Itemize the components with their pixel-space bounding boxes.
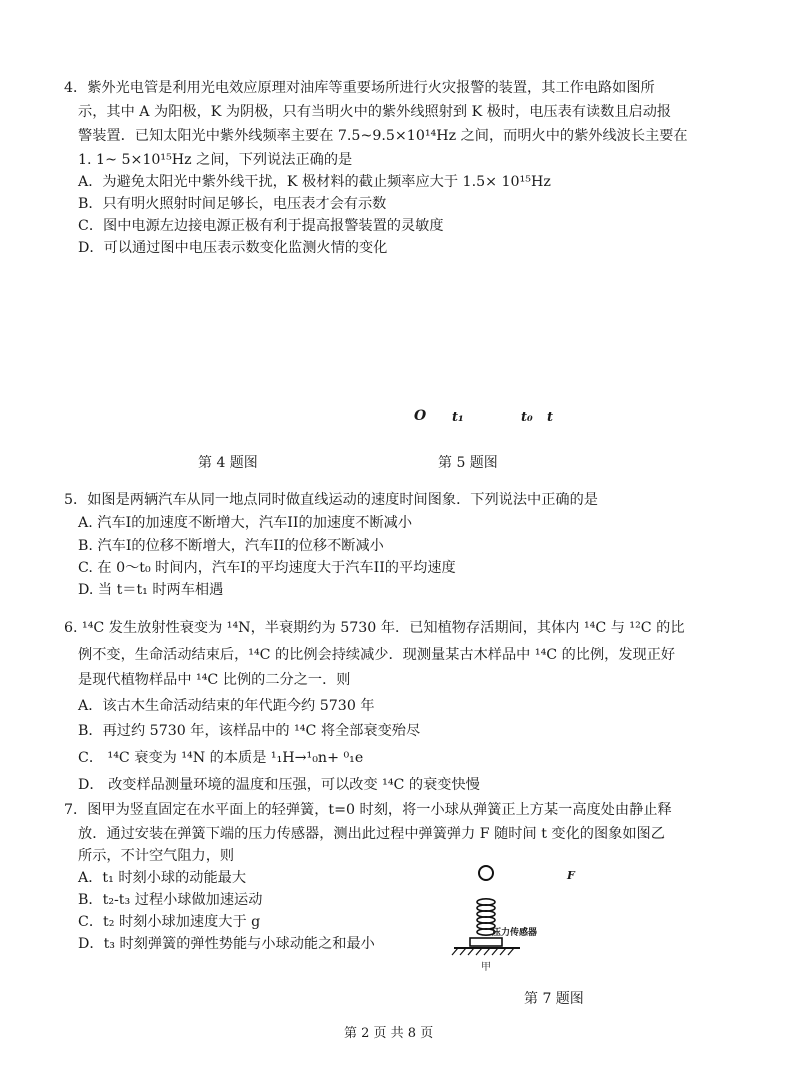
q6-option-c: C． ¹⁴C 衰变为 ¹⁴N 的本质是 ¹₁H→¹₀n+ ⁰₁e xyxy=(78,750,364,766)
q4-stem-line-4: 1. 1~ 5×10¹⁵Hz 之间，下列说法正确的是 xyxy=(78,152,353,168)
q5-option-b: B. 汽车I的位移不断增大，汽车II的位移不断减小 xyxy=(78,538,384,554)
page-footer: 第 2 页 共 8 页 xyxy=(344,1026,434,1041)
q6-stem-line-2: 例不变，生命活动结束后，¹⁴C 的比例会持续减少．现测量某古木样品中 ¹⁴C 的比例，发现正好 xyxy=(78,647,676,663)
q6-option-d: D． 改变样品测量环境的温度和压强，可以改变 ¹⁴C 的衰变快慢 xyxy=(78,777,480,793)
q7-option-d: D．t₃ 时刻弹簧的弹性势能与小球动能之和最小 xyxy=(78,936,375,952)
fig4-caption: 第 4 题图 xyxy=(198,455,258,471)
q7-option-c: C．t₂ 时刻小球加速度大于 g xyxy=(78,914,261,930)
q5-option-a: A. 汽车I的加速度不断增大，汽车II的加速度不断减小 xyxy=(78,515,413,531)
q5-option-c: C. 在 0～t₀ 时间内，汽车I的平均速度大于汽车II的平均速度 xyxy=(78,560,456,576)
fig7-sensor-label: 压力传感器 xyxy=(492,928,538,938)
fig7-ball xyxy=(479,866,493,880)
q7-stem-line-3: 所示，不计空气阻力，则 xyxy=(78,848,235,864)
fig5-caption: 第 5 题图 xyxy=(438,455,498,471)
q7-option-b: B．t₂-t₃ 过程小球做加速运动 xyxy=(78,892,263,908)
q4-option-c: C．图中电源左边接电源正极有利于提高报警装置的灵敏度 xyxy=(78,218,444,234)
q4-stem-line-2: 示，其中 A 为阳极，K 为阴极，只有当明火中的紫外线照射到 K 极时，电压表有读数且启动报 xyxy=(78,104,672,120)
q4-option-a: A．为避免太阳光中紫外线干扰，K 极材料的截止频率应大于 1.5× 10¹⁵Hz xyxy=(78,174,551,190)
q6-stem-line-1: 6. ¹⁴C 发生放射性衰变为 ¹⁴N，半衰期约为 5730 年．已知植物存活期间，其体内 ¹⁴C 与 ¹²C 的比 xyxy=(64,620,685,636)
fig7b-f-label: F xyxy=(567,869,575,882)
fig7-spring-diagram xyxy=(440,858,570,978)
fig5-t-label: t xyxy=(547,410,554,425)
q7-stem-line-2: 放．通过安装在弹簧下端的压力传感器，测出此过程中弹簧弹力 F 随时间 t 变化的图象如图乙 xyxy=(78,826,665,842)
fig5-t1-label: t₁ xyxy=(452,410,464,425)
fig5-t0-label: t₀ xyxy=(521,410,533,425)
fig5-origin-label: O xyxy=(414,408,427,424)
q5-option-d: D. 当 t＝t₁ 时两车相遇 xyxy=(78,582,224,598)
q5-stem: 5．如图是两辆汽车从同一地点同时做直线运动的速度时间图象．下列说法中正确的是 xyxy=(64,492,598,508)
fig7-sensor xyxy=(470,938,502,946)
q4-option-b: B．只有明火照射时间足够长，电压表才会有示数 xyxy=(78,196,387,212)
q7-option-a: A．t₁ 时刻小球的动能最大 xyxy=(78,870,247,886)
q7-stem-line-1: 7．图甲为竖直固定在水平面上的轻弹簧，t=0 时刻，将一小球从弹簧正上方某一高度处由静止释 xyxy=(64,802,672,818)
q6-option-a: A．该古木生命活动结束的年代距今约 5730 年 xyxy=(78,698,375,714)
q4-option-d: D．可以通过图中电压表示数变化监测火情的变化 xyxy=(78,240,388,256)
fig7-jia-label: 甲 xyxy=(481,962,491,973)
q4-stem-line-1: 4．紫外光电管是利用光电效应原理对油库等重要场所进行火灾报警的装置，其工作电路如图所 xyxy=(64,80,655,96)
q6-option-b: B．再过约 5730 年，该样品中的 ¹⁴C 将全部衰变殆尽 xyxy=(78,723,421,739)
fig7-ground-hatch xyxy=(452,948,514,955)
q4-stem-line-3: 警装置．已知太阳光中紫外线频率主要在 7.5~9.5×10¹⁴Hz 之间，而明火中的紫外线波长主要在 xyxy=(78,128,688,144)
fig7-caption: 第 7 题图 xyxy=(524,991,584,1007)
q6-stem-line-3: 是现代植物样品中 ¹⁴C 比例的二分之一．则 xyxy=(78,672,351,688)
